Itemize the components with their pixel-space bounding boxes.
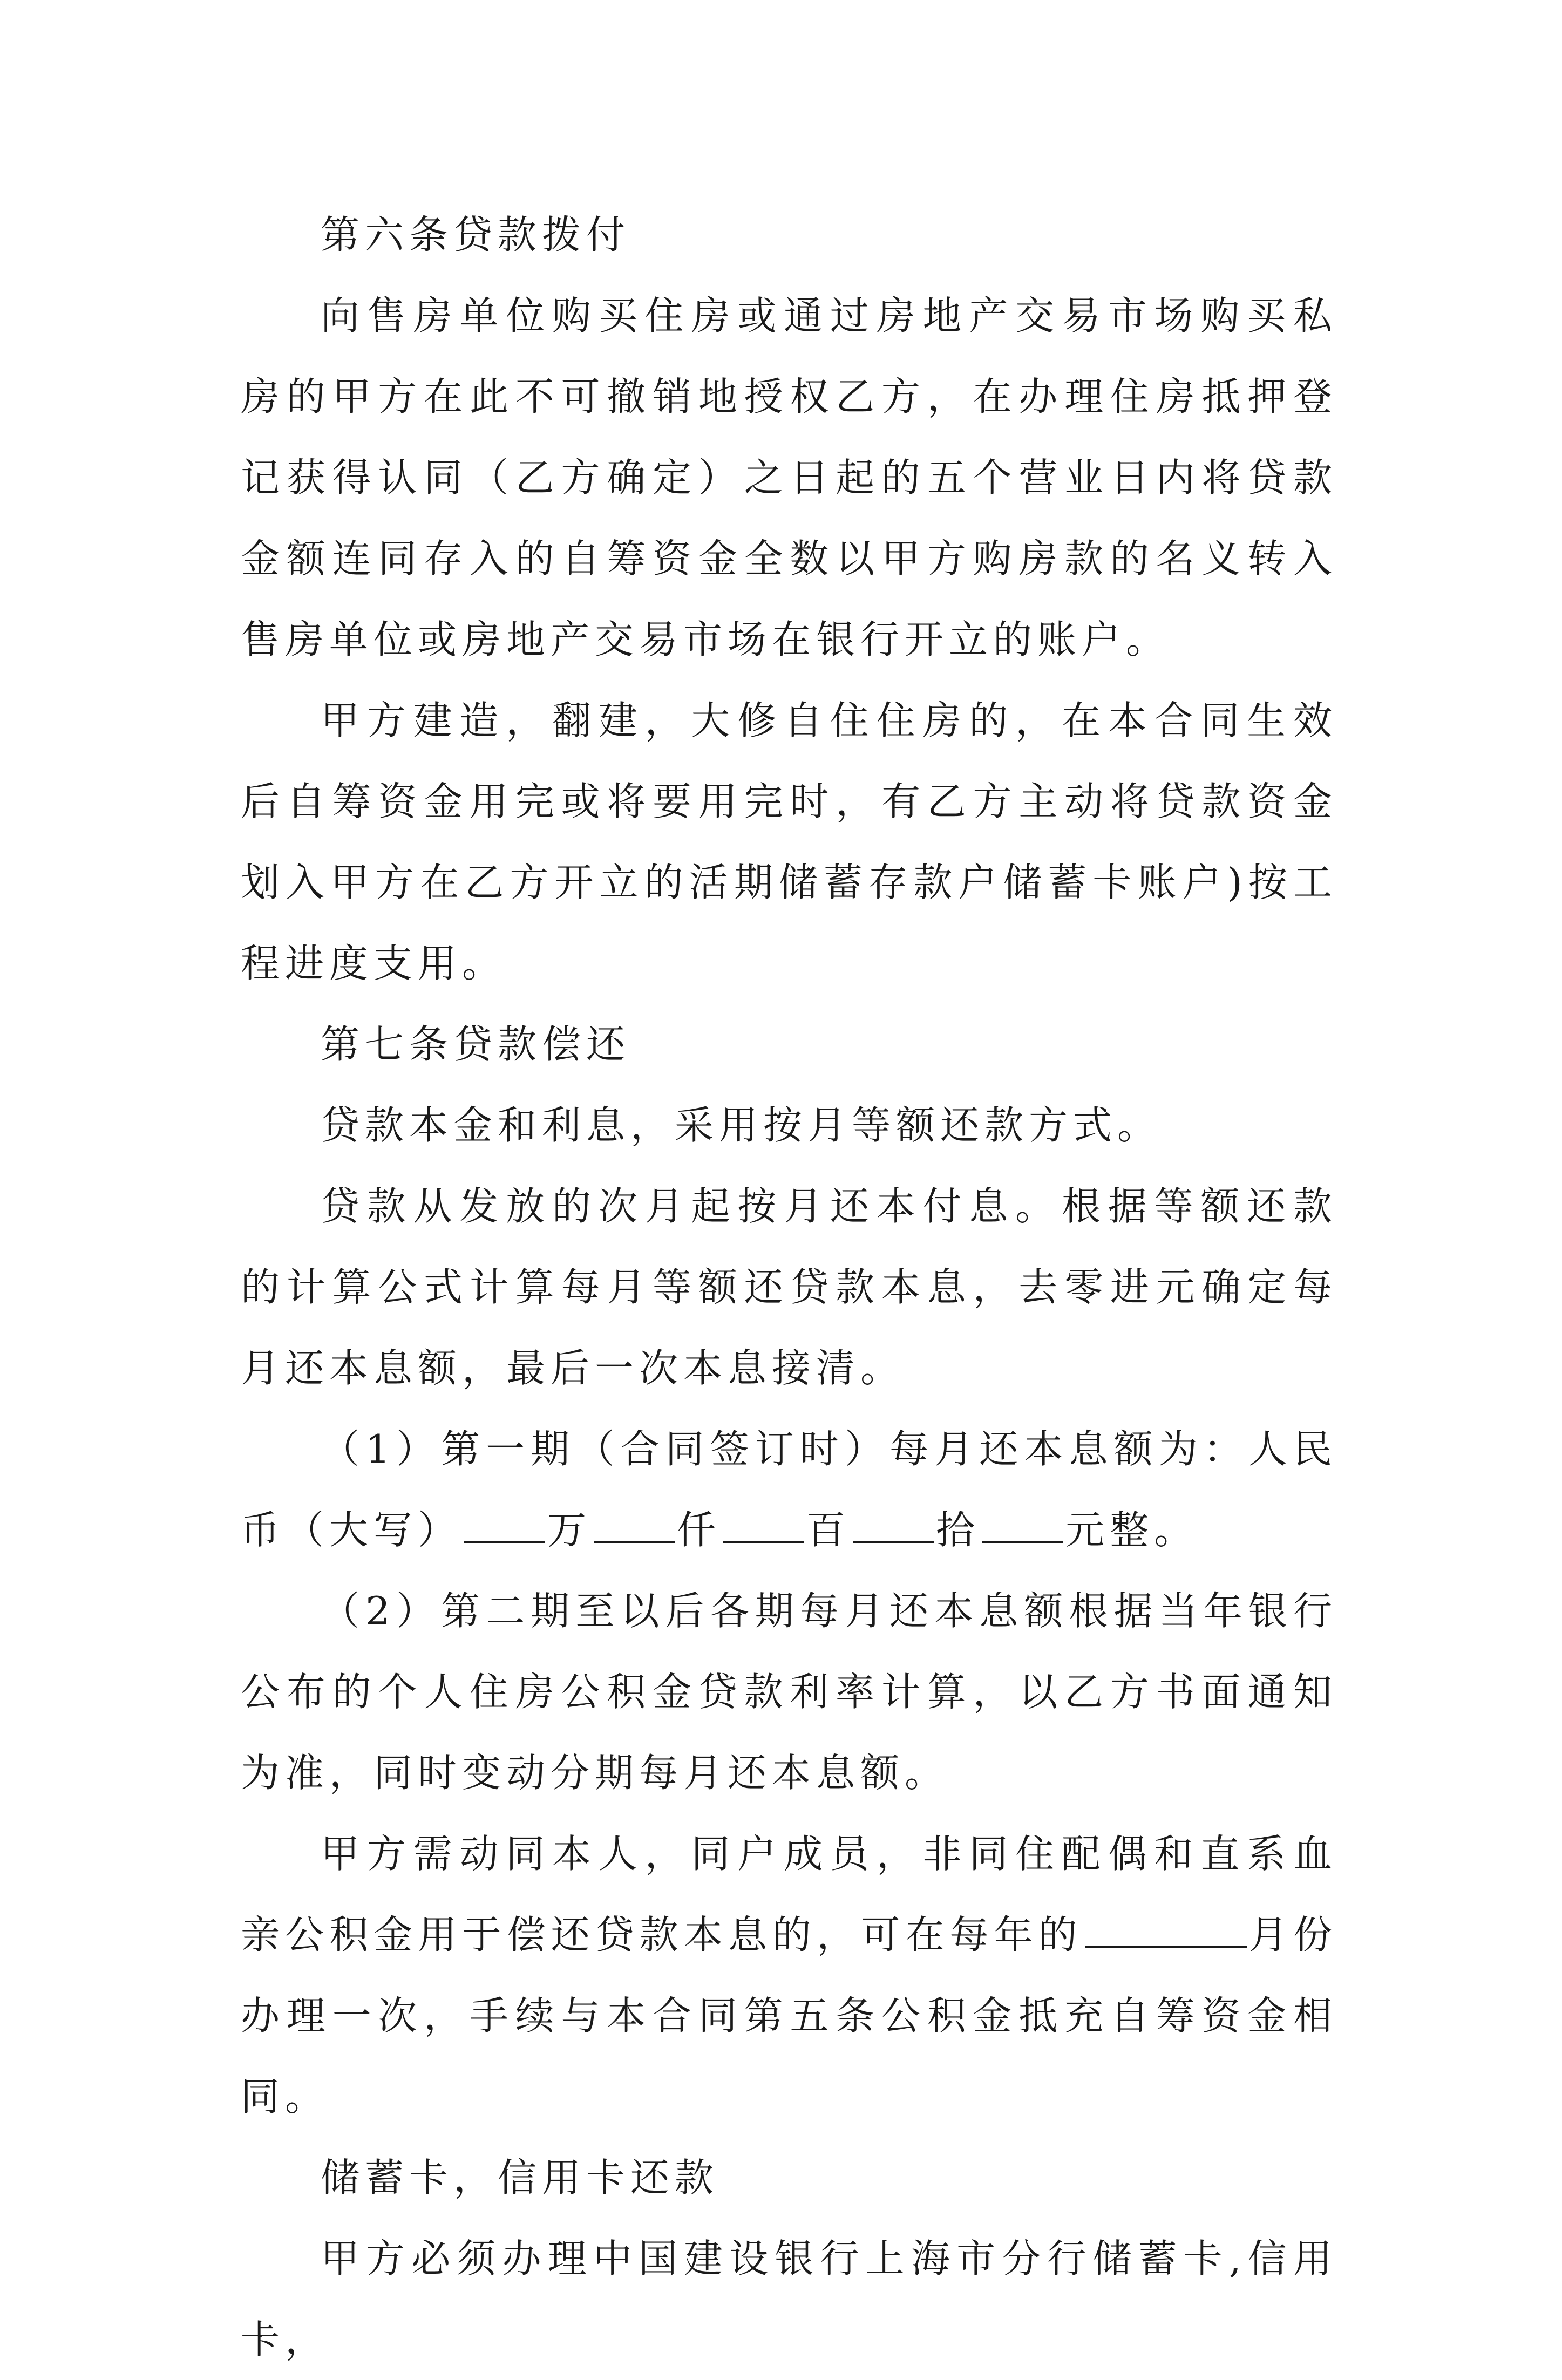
amount-blank-yuan [982, 1511, 1063, 1543]
month-blank [1085, 1916, 1247, 1948]
unit-shi: 拾 [936, 1507, 981, 1553]
paragraph-first-period-amount [241, 1409, 1337, 1570]
paragraph-provident-fund [241, 1813, 1337, 2137]
contract-text [241, 194, 1337, 2380]
provident-fund-text-after: 月份办理一次，手续与本合同第五条公积金抵充自筹资金相同。 [241, 1912, 1337, 2119]
amount-blank-wan [464, 1511, 545, 1543]
paragraph-repayment-schedule: 贷款从发放的次月起按月还本付息。根据等额还款的计算公式计算每月等额还贷款本息，去零进元确定每月还本息额，最后一次本息接清。 [241, 1184, 1337, 1391]
amount-blank-shi [853, 1511, 934, 1543]
first-period-text: （1）第一期（合同签订时）每月还本息额为：人民币（大写） [241, 1426, 1337, 1553]
provident-fund-text-before: 甲方需动同本人，同户成员，非同住配偶和直系血亲公积金用于偿还贷款本息的，可在每年的 [241, 1831, 1337, 1957]
amount-blank-bai [723, 1511, 804, 1543]
section-heading-7: 第七条贷款偿还 [321, 1022, 631, 1067]
paragraph-self-build: 甲方建造，翻建，大修自住住房的，在本合同生效后自筹资金用完或将要用完时，有乙方主动将贷款资金划入甲方在乙方开立的活期储蓄存款户储蓄卡账户)按工程进度支用。 [241, 698, 1337, 986]
paragraph-card-requirement: 甲方必须办理中国建设银行上海市分行储蓄卡,信用卡， [241, 2236, 1337, 2362]
unit-yuan: 元整。 [1065, 1507, 1199, 1553]
paragraph-repayment-method: 贷款本金和利息，采用按月等额还款方式。 [321, 1103, 1162, 1148]
unit-wan: 万 [547, 1507, 592, 1553]
amount-blank-qian [594, 1511, 675, 1543]
unit-qian: 仟 [677, 1507, 722, 1553]
paragraph-later-periods: （2）第二期至以后各期每月还本息额根据当年银行公布的个人住房公积金贷款利率计算，以乙方书面通知为准，同时变动分期每月还本息额。 [241, 1588, 1337, 1796]
unit-bai: 百 [806, 1507, 851, 1553]
section-heading-6: 第六条贷款拨付 [321, 212, 631, 257]
subsection-heading-card-repayment: 储蓄卡，信用卡还款 [321, 2155, 719, 2200]
paragraph-disbursement-transfer: 向售房单位购买住房或通过房地产交易市场购买私房的甲方在此不可撤销地授权乙方，在办理住房抵押登记获得认同（乙方确定）之日起的五个营业日内将贷款金额连同存入的自筹资金全数以甲方购房款的名义转入售房单位或房地产交易市场在银行开立的账户。 [241, 293, 1337, 662]
